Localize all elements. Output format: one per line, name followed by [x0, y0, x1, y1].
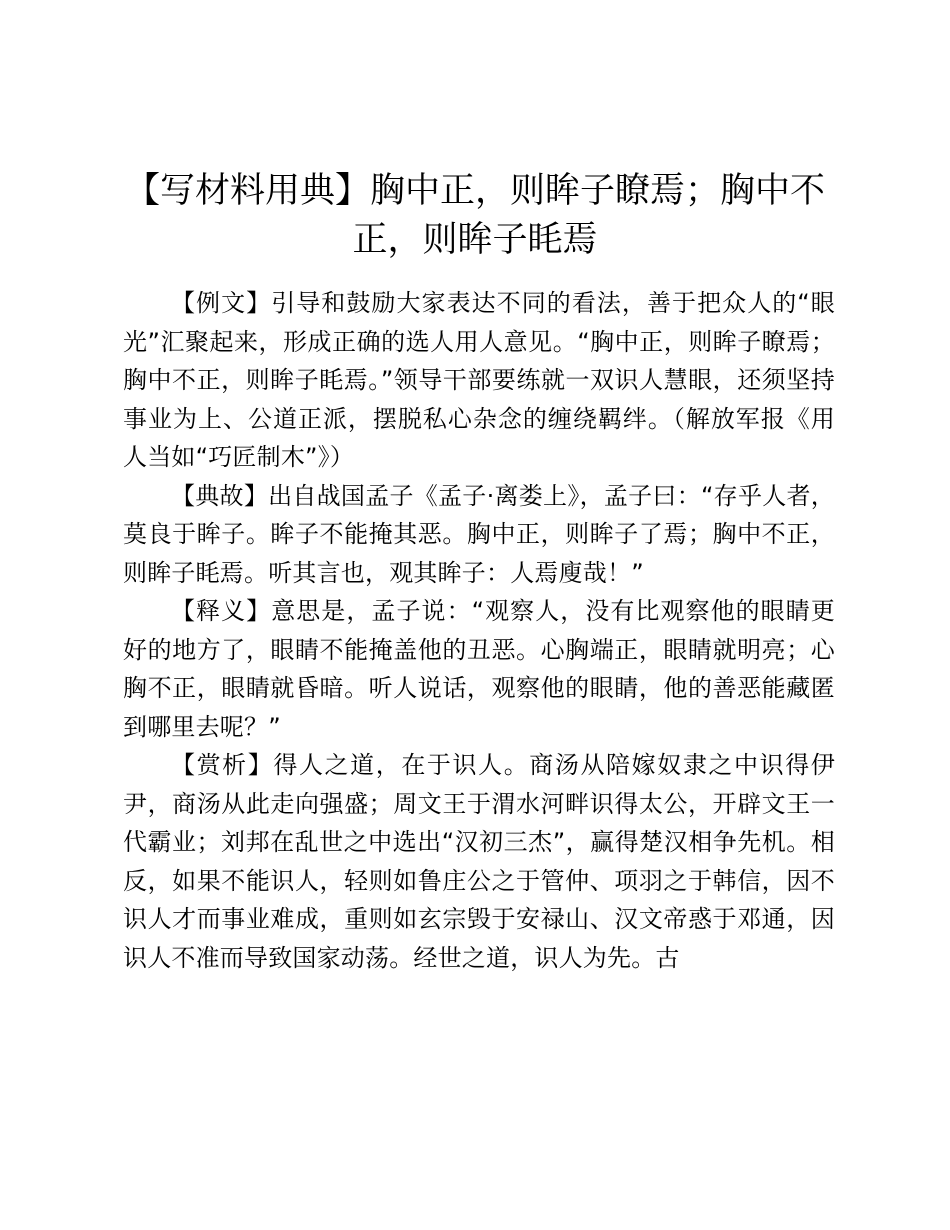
paragraph-example: 【例文】引导和鼓励大家表达不同的看法，善于把众人的“眼光”汇聚起来，形成正确的选人用人意见。“胸中正，则眸子瞭焉；胸中不正，则眸子眊焉。”领导干部要练就一双识人慧眼，还须坚持事业为上、公道正派，摆脱私心杂念的缠绕羁绊。（解放军报《用人当如“巧匠制木”》） — [123, 289, 835, 471]
paragraph-meaning: 【释义】意思是，孟子说：“观察人，没有比观察他的眼睛更好的地方了，眼睛不能掩盖他的丑恶。心胸端正，眼睛就明亮；心胸不正，眼睛就昏暗。听人说话，观察他的眼睛，他的善恶能藏匿到哪里去呢？” — [123, 597, 835, 741]
document-body — [123, 284, 835, 977]
paragraph-appreciation: 【赏析】得人之道，在于识人。商汤从陪嫁奴隶之中识得伊尹，商汤从此走向强盛；周文王于渭水河畔识得太公，开辟文王一代霸业；刘邦在乱世之中选出“汉初三杰”，赢得楚汉相争先机。相反，如果不能识人，轻则如鲁庄公之于管仲、项羽之于韩信，因不识人才而事业难成，重则如玄宗毁于安禄山、汉文帝惑于邓通，因识人不准而导致国家动荡。经世之道，识人为先。古 — [123, 751, 835, 972]
document-title: 【写材料用典】胸中正，则眸子瞭焉；胸中不正，则眸子眊焉 — [124, 171, 825, 260]
paragraph-allusion: 【典故】出自战国孟子《孟子·离娄上》，孟子曰：“存乎人者，莫良于眸子。眸子不能掩其恶。胸中正，则眸子了焉；胸中不正，则眸子眊焉。听其言也，观其眸子：人焉廋哉！” — [123, 481, 835, 587]
